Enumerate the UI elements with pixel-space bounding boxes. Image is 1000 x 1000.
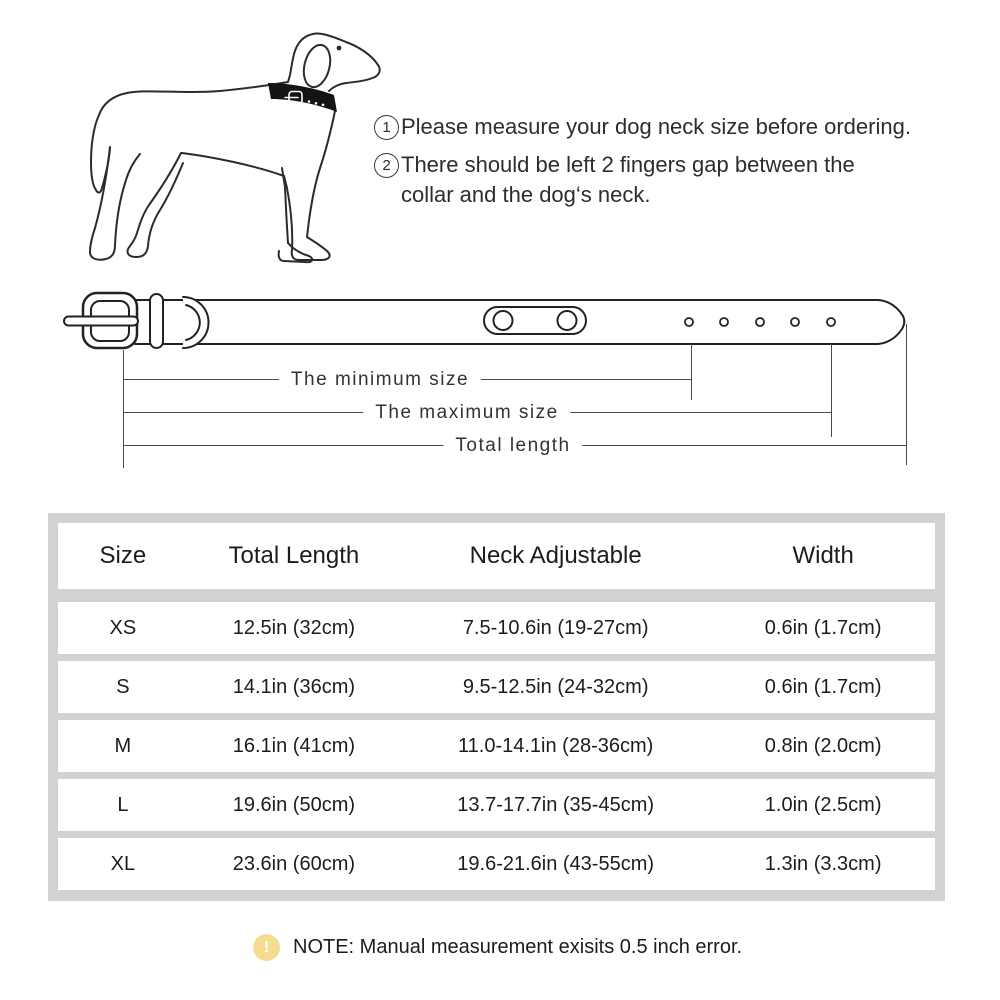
note-text: NOTE: Manual measurement exisits 0.5 inch error. xyxy=(293,936,743,958)
dimension-vertical-min xyxy=(691,344,692,400)
collar-keeper-loop xyxy=(150,294,163,348)
dog-front-leg-far xyxy=(279,168,313,262)
dog-eye xyxy=(337,46,342,51)
table-row-m xyxy=(58,720,935,772)
dog-muzzle-line xyxy=(329,65,380,91)
cell-total-length: 19.6in (50cm) xyxy=(232,793,356,816)
cell-size: S xyxy=(116,675,130,698)
collar-stud-dot xyxy=(322,104,325,107)
collar-stud-dot xyxy=(315,102,318,105)
cell-width: 0.6in (1.7cm) xyxy=(764,675,882,698)
dog-illustration xyxy=(85,25,405,275)
cell-neck-adjustable: 13.7-17.7in (35-45cm) xyxy=(457,793,655,816)
cell-size: XL xyxy=(110,852,136,875)
table-row-l xyxy=(58,779,935,831)
dog-rear-leg-near xyxy=(128,153,183,257)
cell-neck-adjustable: 19.6-21.6in (43-55cm) xyxy=(457,852,655,875)
table-row-xl xyxy=(58,838,935,890)
cell-total-length: 12.5in (32cm) xyxy=(232,616,356,639)
cell-width: 0.8in (2.0cm) xyxy=(764,734,882,757)
exclamation-icon: ! xyxy=(253,934,280,961)
size-table xyxy=(48,513,945,901)
instruction-2-line2: collar and the dog‘s neck. xyxy=(401,182,651,207)
table-row-s xyxy=(58,661,935,713)
dog-front-leg-near xyxy=(284,111,335,260)
dog-ear xyxy=(300,42,335,90)
label-minimum-size: The minimum size xyxy=(279,369,481,391)
cell-size: L xyxy=(117,793,129,816)
cell-neck-adjustable: 11.0-14.1in (28-36cm) xyxy=(458,734,654,757)
header-size: Size xyxy=(99,542,147,569)
dimension-vertical-left xyxy=(123,350,124,468)
label-maximum-size: The maximum size xyxy=(363,402,570,424)
instruction-2-text xyxy=(401,150,855,210)
instruction-1-text: Please measure your dog neck size before ordering. xyxy=(401,114,911,139)
header-neck-adjustable: Neck Adjustable xyxy=(469,542,642,569)
plate-rivet-left xyxy=(494,311,513,330)
instruction-2 xyxy=(374,150,984,210)
header-width: Width xyxy=(792,542,854,569)
dimension-vertical-tip xyxy=(906,324,907,465)
collar-hole xyxy=(756,318,764,326)
size-table-header-row xyxy=(58,523,935,589)
circled-number-2: 2 xyxy=(374,153,399,178)
collar-hole xyxy=(720,318,728,326)
collar-diagram xyxy=(40,280,960,380)
dog-belly-line xyxy=(182,153,284,176)
instruction-1 xyxy=(374,112,984,142)
cell-total-length: 14.1in (36cm) xyxy=(232,675,356,698)
dimension-vertical-max xyxy=(831,344,832,437)
cell-neck-adjustable: 7.5-10.6in (19-27cm) xyxy=(462,616,649,639)
cell-width: 1.3in (3.3cm) xyxy=(764,852,882,875)
instruction-2-line1: There should be left 2 fingers gap between the xyxy=(401,152,855,177)
collar-buckle-prong xyxy=(64,317,138,326)
cell-size: M xyxy=(114,734,132,757)
collar-hole xyxy=(685,318,693,326)
collar-stud-dot xyxy=(308,100,311,103)
collar-hole xyxy=(827,318,835,326)
cell-width: 0.6in (1.7cm) xyxy=(764,616,882,639)
instructions xyxy=(374,112,984,218)
cell-total-length: 16.1in (41cm) xyxy=(232,734,356,757)
cell-neck-adjustable: 9.5-12.5in (24-32cm) xyxy=(462,675,649,698)
cell-total-length: 23.6in (60cm) xyxy=(232,852,356,875)
circled-number-1: 1 xyxy=(374,115,399,140)
cell-width: 1.0in (2.5cm) xyxy=(764,793,882,816)
table-row-xs xyxy=(58,602,935,654)
plate-rivet-right xyxy=(558,311,577,330)
cell-size: XS xyxy=(109,616,137,639)
header-total-length: Total Length xyxy=(228,542,360,569)
label-total-length: Total length xyxy=(443,435,582,457)
collar-hole xyxy=(791,318,799,326)
